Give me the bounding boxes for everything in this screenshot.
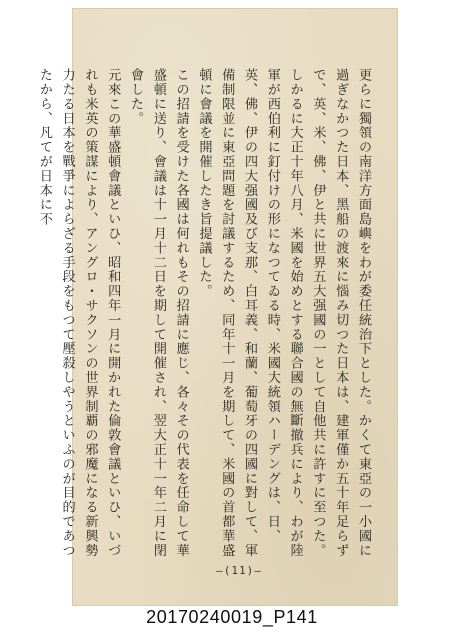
paragraph-2: しかるに大正十年八月、米國を始めとする聯合國の無斷撤兵により、わが陸軍が西伯利に釘付けの形になつてゐる時、米國大統領ハーデングは、日、英、佛、伊の四大强國及び支那、白耳義、和蘭、葡萄牙の四國に對して、軍備制限並に東亞問題を討議するため、同年十一月を期して、米國の首都華盛頓に會議を開催したき旨提議した。 [196,68,303,558]
body-text [36,68,374,568]
page-number: —(11)— [216,564,262,577]
paragraph-3: この招請を受けた各國は何れもその招請に應じ、各々その代表を任命して華盛頓に送り、會議は十一月十二日を期して開催され、翌大正十一年二月に閉會した。 [128,68,189,558]
paragraph-4: 元來この華盛頓會議といひ、昭和四年一月に開かれた倫敦會議といひ、いづれも米英の策謀により、アングロ・サクソンの世界制覇の邪魔になる新興勢力たる日本を戰爭によらざる手段をもつて壓殺しやうといふのが目的であつたから、凡てが日本に不 [36,68,121,558]
paragraph-1: 更らに獨領の南洋方面島嶼をわが委任統治下とした。かくて東亞の一小國に過ぎなかつた日本、黑船の渡來に惱み切つた日本は、建軍僅か五十年足らずで、英、米、佛、伊と共に世界五大强國の一として自他共に許すに至つた。 [310,68,371,558]
image-caption: 20170240019_P141 [146,607,318,627]
